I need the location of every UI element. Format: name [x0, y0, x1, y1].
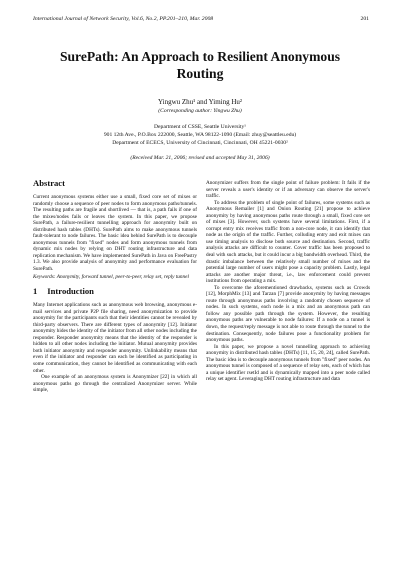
paragraph: Anonymizer suffers from the single point of failure problem: It fails if the server reveals a user's identity or if an adversary can observe the server's traffic.: [206, 180, 370, 200]
paper-title: [40, 48, 360, 82]
keywords: [33, 274, 197, 281]
section-number: 1: [33, 286, 38, 297]
abstract-heading: Abstract: [33, 178, 65, 188]
paragraph: To overcome the aforementioned drawbacks, systems such as Crowds [12], MorphMix [13] and Tarzan [7] provide anonymity by having messages route through anonymous paths involving a randomly chosen sequence of nodes. In such systems, each node is a mix and an anonymous path can follow any possible path through the system. However, the resulting anonymous paths are vulnerable to node failures: If a node on a tunnel is down, the request/reply message is not able to route through the tunnel to the destination. Consequently, node failures pose a functionality problem for anonymous paths.: [206, 284, 370, 344]
affiliation-line: 901 12th Ave., P.O.Box 222000, Seattle, WA 98122-1090 (Email: zhuy@seattleu.edu): [103, 132, 297, 138]
author-list: Yingwu Zhu¹ and Yiming Hu²: [157, 98, 243, 106]
keywords-label: Keywords:: [33, 273, 56, 280]
section-title: Introduction: [47, 286, 94, 297]
paragraph: One example of an anonymous system is Anonymizer [22] in which all anonymous paths go through the centralized Anonymizer server. While simple,: [33, 374, 197, 394]
corresponding-author: (Corresponding author: Yingwu Zhu): [158, 108, 242, 114]
right-column: [206, 180, 370, 383]
section-heading: [33, 286, 197, 296]
paragraph: Many Internet applications such as anonymous web browsing, anonymous e-mail services and private P2P file sharing, need anonymization to provide anonymity for the participants such that their identities cannot be revealed by third-party observers. There are different types of anonymity [12]. Initiator anonymity hides the identity of the initiator from all other nodes including the responder. Responder anonymity means that the identity of the responder is hidden to all other nodes including the initiator. Mutual anonymity provides both initiator anonymity and responder anonymity. Unlinkability means that even if the initiator and responder can each be identified as participating in some communication, they cannot be identified as communicating with each other.: [33, 302, 197, 374]
journal-citation: International Journal of Network Security, Vol.6, No.2, PP.201–210, Mar. 2008: [33, 15, 214, 22]
keywords-list: Anonymity, forward tunnel, peer-to-peer, relay set, reply tunnel: [56, 273, 189, 280]
paragraph: To address the problem of single point of failures, some systems such as Anonymous Remailer [1] and Onion Routing [21] propose to achieve anonymity by having anonymous paths route through a small, fixed core set of mixes [3]. However, such systems have several limitations. First, if a corrupt entry mix receives traffic from a non-core node, it can identify that node as the origin of the traffic. Further, colluding entry and exit mixes can use timing analysis to disclose both source and destination. Second, traffic analysis attacks are difficult to counter. Cover traffic has been proposed to deal with such attacks, but it could incur a big bandwidth overhead. Third, the drastic imbalance between the relatively small number of mixes and the potential large number of users might pose a capacity problem. Lastly, legal attacks are another major threat, i.e., law enforcement could prevent institutions from operating a mix.: [206, 199, 370, 285]
page-number: 201: [360, 15, 369, 22]
running-head: [33, 14, 369, 23]
received-dates: (Received Mar. 21, 2006; revised and accepted May 31, 2006): [130, 155, 270, 161]
left-column: [33, 178, 197, 394]
paragraph: In this paper, we propose a novel tunnelling approach to achieving anonymity in distributed hash tables (DHTs) [11, 15, 20, 24], called SurePath. The basic idea is to decouple anonymous tunnels from "fixed" peer nodes. An anonymous tunnel is composed of a sequence of relay sets, each of which has a unique identifier rsetId and is dynamically mapped into a peer node called relay set agent. Leveraging DHT routing infrastructure and data: [206, 343, 370, 383]
affiliation-line: Department of CSSE, Seattle University¹: [154, 124, 246, 130]
title-line: Routing: [176, 66, 224, 81]
title-line: SurePath: An Approach to Resilient Anonymous: [59, 49, 341, 64]
abstract-text: Current anonymous systems either use a small, fixed core set of mixes or randomly choose a sequence of peer nodes to form anonymous paths/tunnels. The resulting paths are fragile and shortlived — that is, a path fails if one of the mixes/nodes fails or leaves the system. In this paper, we propose SurePath, a failure-resilient tunnelling approach for anonymity built on distributed hash tables (DHTs). SurePath aims to make anonymous tunnels fault-tolerant to node failures. The basic idea behind SurePath is to decouple anonymous tunnels from "fixed" nodes and form anonymous tunnels from dynamic mix nodes by relying on DHT routing infrastructure and data replication mechanism. We have implemented SurePath in Java on FreePastry 1.3. We also provide analysis of anonymity and performance evaluation for SurePath.: [33, 194, 197, 273]
affiliation-line: Department of ECECS, University of Cincinnati, Cincinnati, OH 45221-0030²: [112, 140, 288, 146]
